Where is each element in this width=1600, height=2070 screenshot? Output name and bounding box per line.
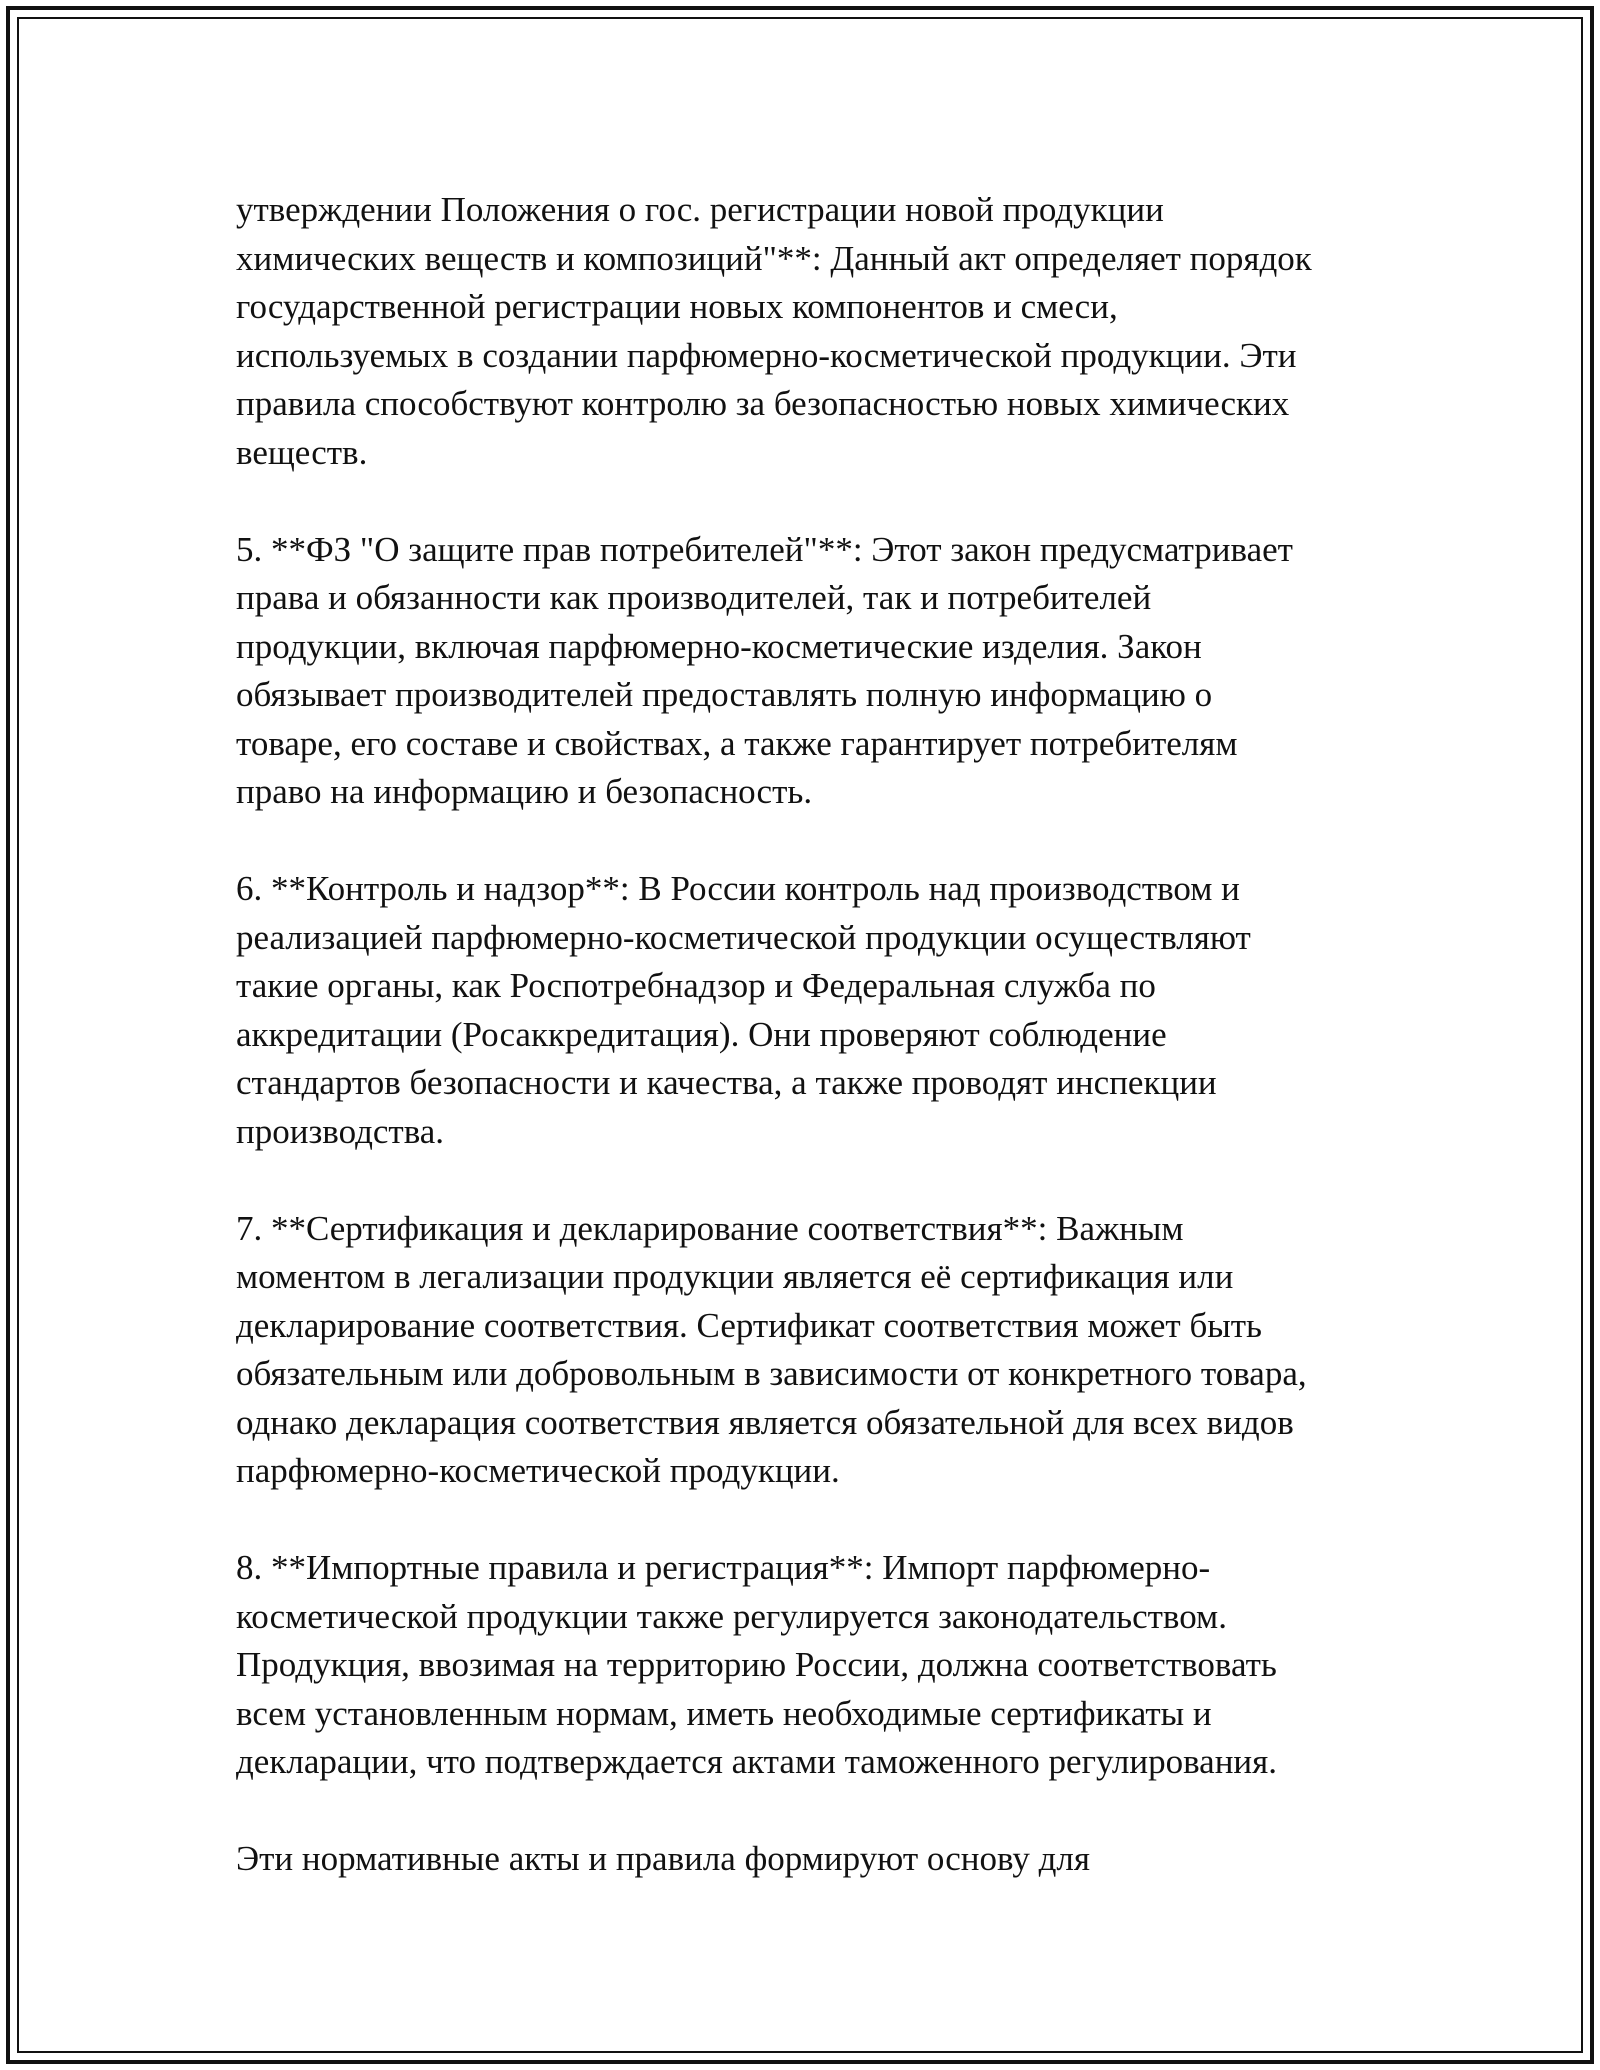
text-line: производства. [236,1111,445,1151]
text-line: Продукция, ввозимая на территорию России, должна соответствовать [236,1645,1277,1684]
text-line: 7. **Сертификация и декларирование соответствия**: Важным [236,1208,1184,1248]
text-line: 5. **ФЗ "О защите прав потребителей"**: Этот закон предусматривает [236,529,1293,569]
paragraph-import-rules [236,1544,1396,1787]
text-line: всем установленным нормам, иметь необходимые сертификаты и [236,1693,1212,1733]
text-line: право на информацию и безопасность. [236,772,813,811]
text-line: используемых в создании парфюмерно-косметической продукции. Эти [236,335,1297,375]
text-line: моментом в легализации продукции является её сертификация или [236,1257,1234,1296]
text-line: Эти нормативные акты и правила формируют основу для [236,1839,1090,1878]
paragraph-control-supervision [236,865,1396,1156]
text-line: декларации, что подтверждается актами таможенного регулирования. [236,1742,1278,1781]
paragraph-certification [236,1205,1396,1496]
paragraph-registration [236,186,1396,477]
document-body [236,186,1396,1884]
text-line: права и обязанности как производителей, так и потребителей [236,578,1152,617]
text-line: стандартов безопасности и качества, а также проводят инспекции [236,1063,1217,1102]
text-line: веществ. [236,432,368,472]
text-line: государственной регистрации новых компонентов и смеси, [236,287,1118,326]
text-line: аккредитации (Росаккредитация). Они проверяют соблюдение [236,1014,1167,1054]
paragraph-consumer-rights [236,526,1396,817]
text-line: парфюмерно-косметической продукции. [236,1451,840,1490]
text-line: 8. **Импортные правила и регистрация**: Импорт парфюмерно- [236,1548,1211,1587]
text-line: продукции, включая парфюмерно-косметические изделия. Закон [236,626,1202,666]
text-line: 6. **Контроль и надзор**: В России контроль над производством и [236,869,1240,908]
text-line: декларирование соответствия. Сертификат соответствия может быть [236,1305,1263,1345]
text-line: правила способствуют контролю за безопасностью новых химических [236,384,1290,423]
text-line: однако декларация соответствия является обязательной для всех видов [236,1402,1294,1442]
text-line: товаре, его составе и свойствах, а также гарантирует потребителям [236,723,1238,763]
text-line: косметической продукции также регулируется законодательством. [236,1596,1227,1636]
text-line: обязывает производителей предоставлять полную информацию о [236,675,1213,714]
paragraph-conclusion [236,1835,1396,1884]
text-line: такие органы, как Роспотребнадзор и Федеральная служба по [236,966,1156,1005]
text-line: утверждении Положения о гос. регистрации новой продукции [236,190,1164,229]
text-line: химических веществ и композиций"**: Данный акт определяет порядок [236,238,1312,278]
text-line: реализацией парфюмерно-косметической продукции осуществляют [236,917,1251,957]
text-line: обязательным или добровольным в зависимости от конкретного товара, [236,1354,1307,1393]
